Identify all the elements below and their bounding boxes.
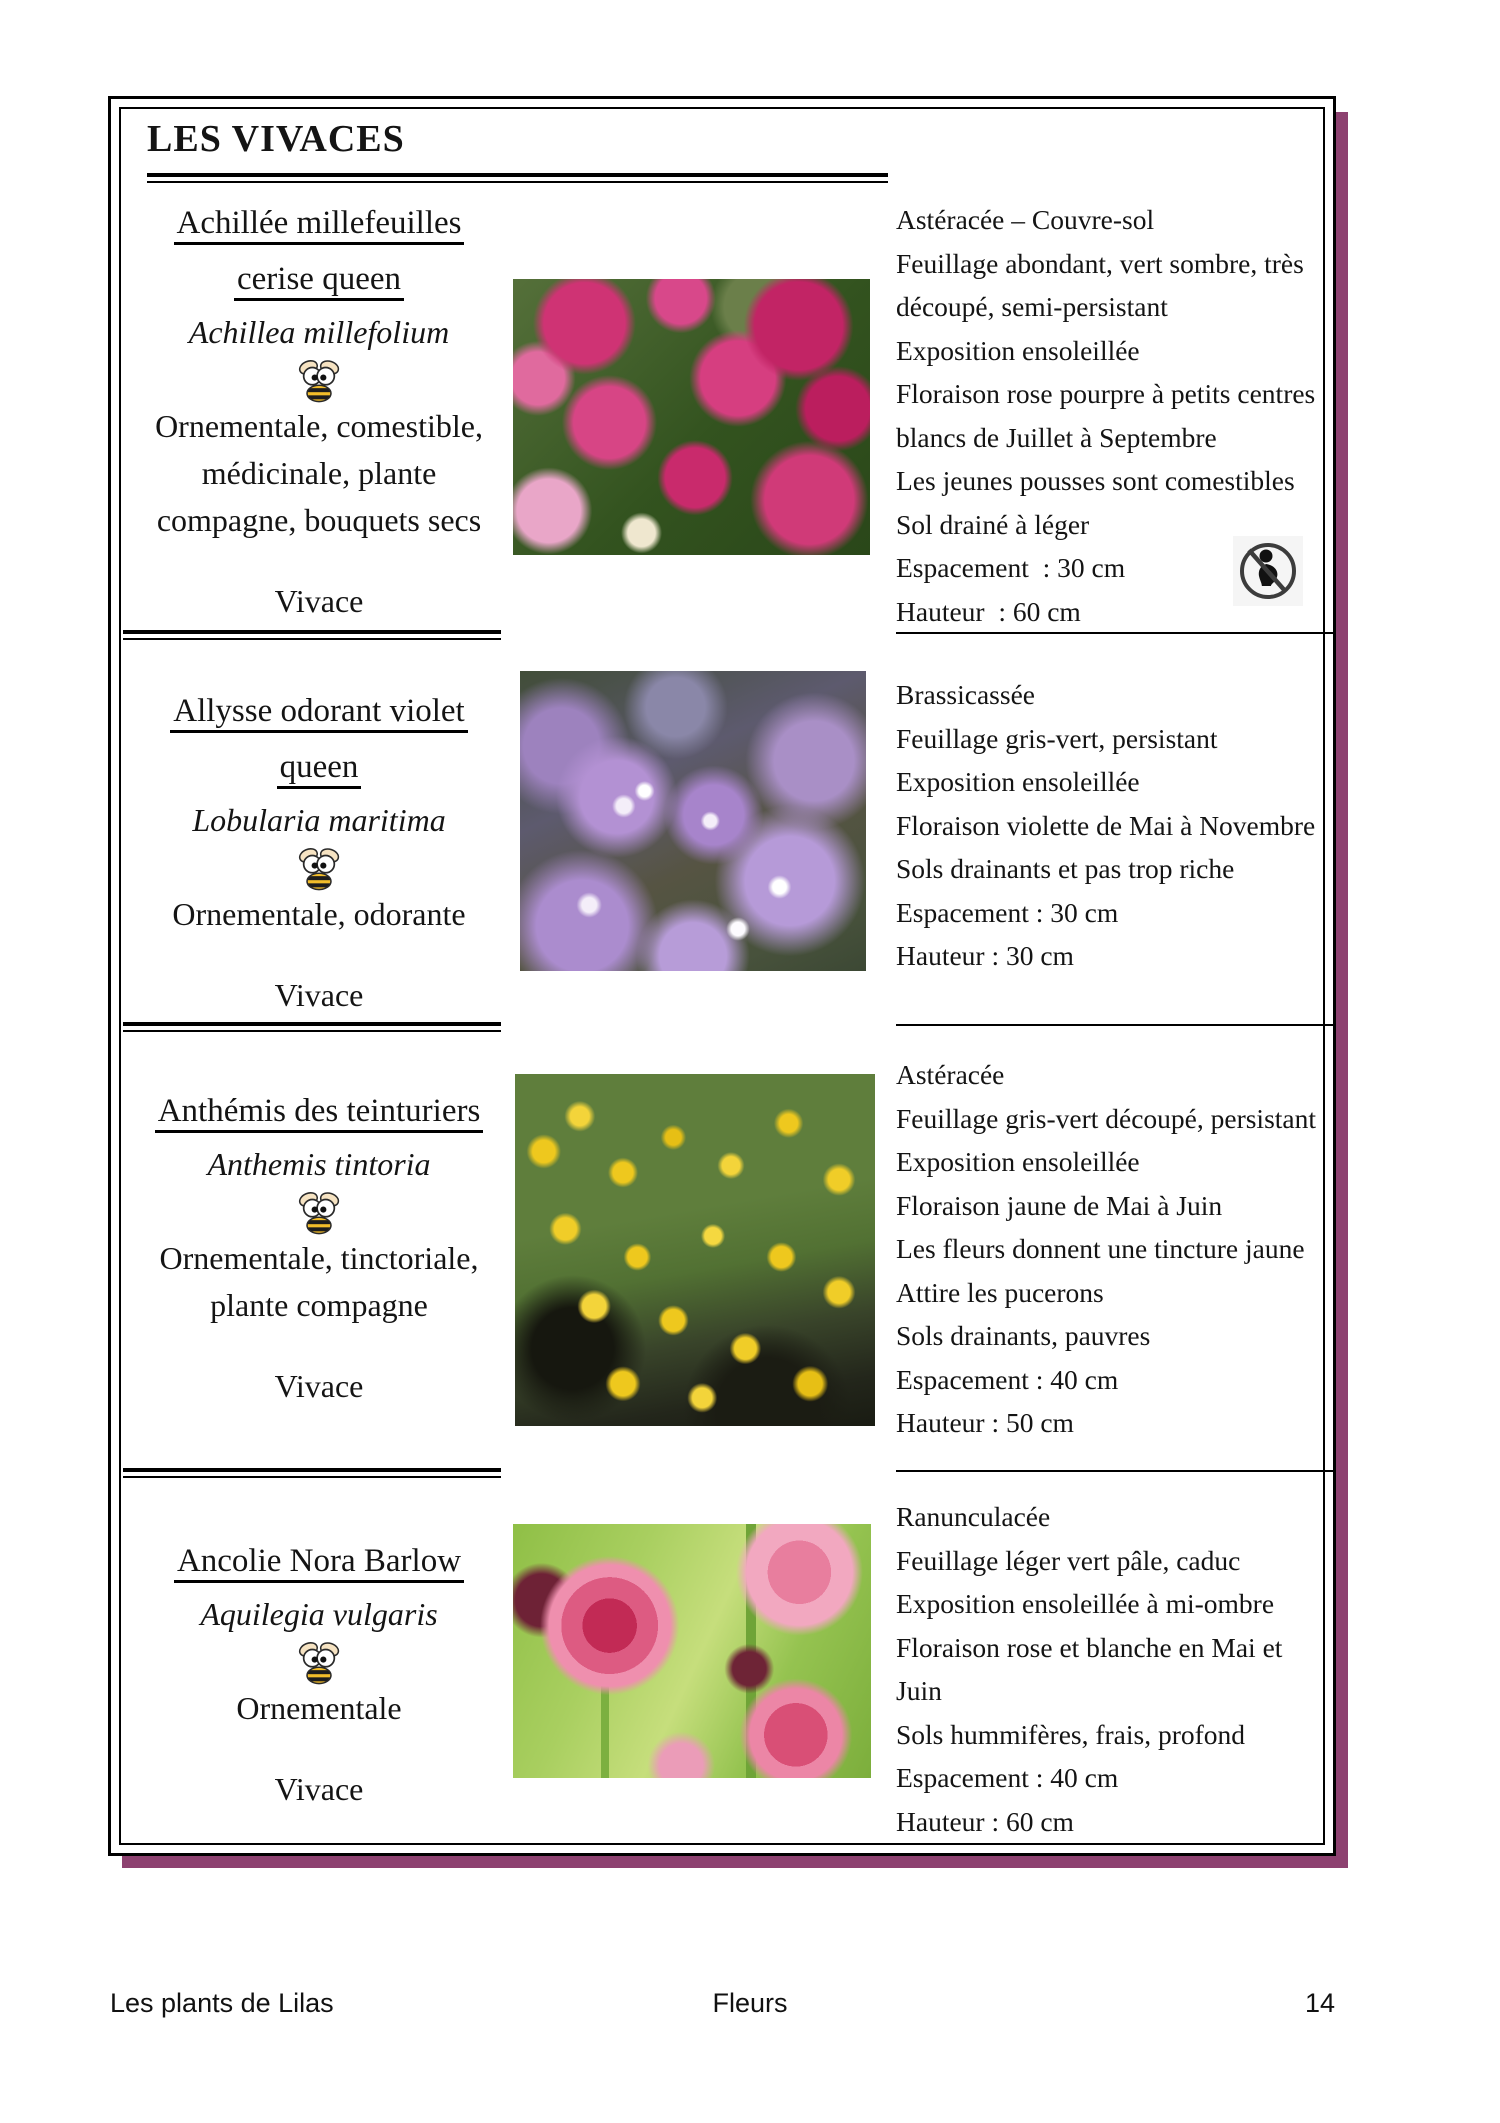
- separator-left-3: [123, 1468, 501, 1478]
- use-line: compagne, bouquets secs: [156, 502, 482, 538]
- detail-line: Floraison rose et blanche en Mai et: [896, 1631, 1283, 1663]
- plant-details-ancolie: [896, 1495, 1376, 1843]
- detail-line: Astéracée – Couvre-sol: [896, 204, 1155, 235]
- use-line: plante compagne: [210, 1287, 428, 1323]
- plant-name-line: cerise queen: [234, 261, 404, 301]
- plant-details-anthemis: [896, 1053, 1376, 1445]
- detail-line: Hauteur : 30 cm: [896, 940, 1074, 971]
- detail-line: Espacement : 40 cm: [896, 1363, 1119, 1395]
- plant-name-line: Achillée millefeuilles: [174, 205, 465, 245]
- footer-document-title: Les plants de Lilas: [110, 1988, 334, 2018]
- plant-name-line: Ancolie Nora Barlow: [174, 1543, 464, 1583]
- plant-uses: [123, 1235, 515, 1329]
- plant-card-anthemis: [123, 1083, 515, 1410]
- detail-line: Ranunculacée: [896, 1501, 1051, 1532]
- latin-name: Anthemis tintoria: [207, 1146, 431, 1182]
- detail-line: Feuillage gris-vert, persistant: [896, 722, 1218, 754]
- use-line: médicinale, plante: [201, 455, 437, 491]
- plant-name-line: Anthémis des teinturiers: [155, 1093, 484, 1133]
- detail-line: Brassicassée: [896, 679, 1035, 710]
- use-line: Ornementale, tinctoriale,: [159, 1240, 479, 1276]
- detail-line: Feuillage abondant, vert sombre, très: [896, 247, 1304, 279]
- page-frame: [108, 96, 1336, 1856]
- footer-section-title: Fleurs: [712, 1988, 788, 2018]
- plant-card-ancolie: [123, 1533, 515, 1813]
- plant-details-achillea: [896, 198, 1376, 633]
- detail-line: Sol drainé à léger: [896, 508, 1090, 540]
- plant-type: Vivace: [274, 1771, 364, 1807]
- page-title: LES VIVACES: [147, 118, 405, 160]
- detail-line: Espacement : 40 cm: [896, 1762, 1119, 1793]
- bee-icon: [123, 1639, 515, 1685]
- footer-page-number: 14: [1304, 1988, 1335, 2018]
- detail-line: Sols drainants et pas trop riche: [896, 853, 1235, 884]
- plant-name-line: queen: [277, 749, 362, 789]
- plant-uses: [123, 403, 515, 544]
- detail-line: blancs de Juillet à Septembre: [896, 421, 1217, 453]
- detail-line: Exposition ensoleillée: [896, 1146, 1140, 1177]
- detail-line: Hauteur : 60 cm: [896, 595, 1081, 627]
- latin-name: Aquilegia vulgaris: [200, 1596, 438, 1632]
- detail-line: Attire les pucerons: [896, 1276, 1104, 1308]
- separator-left-1: [123, 630, 501, 640]
- use-line: Ornementale, odorante: [172, 896, 466, 932]
- detail-line: Hauteur : 60 cm: [896, 1805, 1074, 1837]
- separator-right-2: [896, 1024, 1333, 1026]
- detail-line: Sols hummifères, frais, profond: [896, 1718, 1246, 1750]
- plant-name: [123, 683, 515, 795]
- plant-card-alyssum: [123, 683, 515, 1019]
- anthemis-photo: [515, 1074, 875, 1426]
- bee-icon: [123, 1189, 515, 1235]
- detail-line: Sols drainants, pauvres: [896, 1320, 1151, 1351]
- separator-right-1: [896, 632, 1333, 634]
- frame-shadow-bottom: [122, 1856, 1348, 1868]
- plant-details-alyssum: [896, 673, 1376, 978]
- plant-name: [123, 195, 515, 307]
- use-line: Ornementale: [236, 1690, 402, 1726]
- achillea-photo: [513, 279, 870, 555]
- detail-line: Floraison rose pourpre à petits centres: [896, 378, 1316, 409]
- bee-icon: [123, 845, 515, 891]
- plant-type: Vivace: [274, 977, 364, 1013]
- detail-line: Exposition ensoleillée: [896, 334, 1140, 366]
- detail-line: découpé, semi-persistant: [896, 291, 1168, 322]
- plant-uses: [123, 1685, 515, 1732]
- no-pregnancy-icon: [1233, 536, 1303, 606]
- detail-line: Exposition ensoleillée: [896, 766, 1140, 797]
- detail-line: Hauteur : 50 cm: [896, 1407, 1074, 1438]
- bee-icon: [123, 357, 515, 403]
- detail-line: Les jeunes pousses sont comestibles: [896, 465, 1295, 496]
- plant-name: [123, 1533, 515, 1589]
- plant-name-line: Allysse odorant violet: [170, 693, 467, 733]
- plant-type: Vivace: [274, 583, 364, 619]
- detail-line: Floraison violette de Mai à Novembre: [896, 809, 1316, 841]
- detail-line: Feuillage gris-vert découpé, persistant: [896, 1102, 1317, 1134]
- latin-name: Lobularia maritima: [192, 802, 446, 838]
- detail-line: Floraison jaune de Mai à Juin: [896, 1189, 1223, 1221]
- title-underline: [147, 173, 888, 183]
- detail-line: Juin: [896, 1675, 942, 1706]
- detail-line: Astéracée: [896, 1059, 1005, 1090]
- separator-right-3: [896, 1470, 1333, 1472]
- detail-line: Les fleurs donnent une tincture jaune: [896, 1233, 1305, 1264]
- use-line: Ornementale, comestible,: [155, 408, 483, 444]
- plant-card-achillea: [123, 195, 515, 625]
- detail-line: Espacement : 30 cm: [896, 552, 1126, 583]
- aquilegia-photo: [513, 1524, 871, 1778]
- detail-line: Espacement : 30 cm: [896, 896, 1119, 928]
- plant-uses: [123, 891, 515, 938]
- detail-line: Exposition ensoleillée à mi-ombre: [896, 1588, 1275, 1619]
- latin-name: Achillea millefolium: [188, 314, 450, 350]
- alyssum-photo: [520, 671, 866, 971]
- separator-left-2: [123, 1022, 501, 1032]
- plant-type: Vivace: [274, 1368, 364, 1404]
- detail-line: Feuillage léger vert pâle, caduc: [896, 1544, 1241, 1576]
- plant-name: [123, 1083, 515, 1139]
